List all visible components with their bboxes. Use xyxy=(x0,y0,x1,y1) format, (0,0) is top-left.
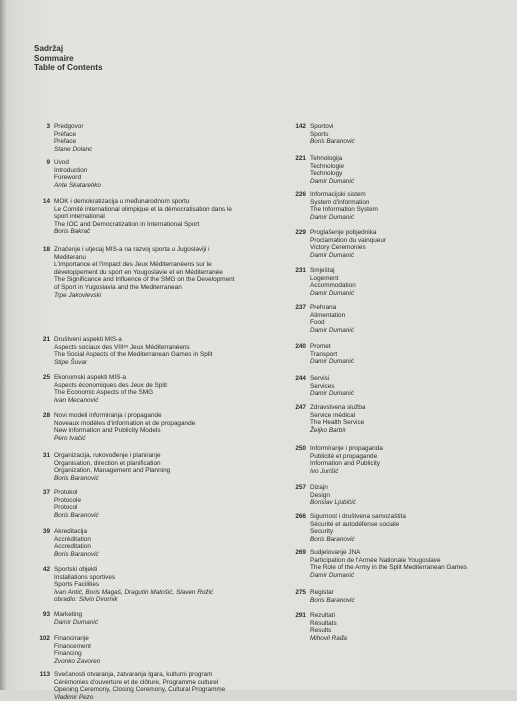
toc-entry-title-line: Logement xyxy=(310,274,339,282)
toc-entry-body xyxy=(310,155,354,185)
toc-entry-body xyxy=(310,229,386,259)
toc-entry xyxy=(28,159,101,189)
toc-entry xyxy=(28,528,99,558)
toc-entry xyxy=(284,229,386,259)
toc-entry-title-line: The Health Service xyxy=(310,419,365,427)
toc-page-number: 269 xyxy=(295,549,306,556)
toc-entry-title-line: Financement xyxy=(54,642,91,650)
toc-entry-author: Boris Baranović xyxy=(54,550,99,558)
toc-entry xyxy=(284,549,467,579)
toc-entry-body xyxy=(310,267,356,297)
toc-page-number: 31 xyxy=(42,452,50,459)
toc-entry-title-line: MOK i demokratizacija u međunarodnom sportu xyxy=(54,198,190,205)
toc-entry-title-line: The Significance and Influence of the SMG on the Development xyxy=(54,276,235,284)
toc-entry-body xyxy=(54,336,212,366)
toc-entry-author: Damir Dumanić xyxy=(310,177,355,185)
toc-entry-title-line: The Information System xyxy=(310,206,378,214)
toc-entry-title-line: Security xyxy=(310,528,334,536)
toc-entry-title-line: Smještaj xyxy=(310,267,335,274)
book-spine-shadow xyxy=(0,0,6,690)
toc-entry-title-line: Protokol xyxy=(54,489,78,496)
toc-page-number: 42 xyxy=(42,566,50,573)
toc-entry-body xyxy=(310,404,365,434)
toc-entry xyxy=(28,611,98,626)
toc-entry-body xyxy=(54,489,99,519)
toc-entry-author: Damir Dumanić xyxy=(310,358,355,366)
toc-entry-title-line: Services xyxy=(310,382,335,390)
toc-entry-title-line: Sportovi xyxy=(310,123,334,130)
toc-page-number: 37 xyxy=(42,489,50,496)
toc-page-number: 102 xyxy=(39,635,50,642)
toc-entry-body xyxy=(54,452,170,482)
toc-entry-title-line: Technology xyxy=(310,170,343,178)
toc-entry-author: Stane Dolanc xyxy=(54,145,93,153)
toc-entry-author: Damir Dumanić xyxy=(310,571,355,579)
toc-entry xyxy=(28,123,92,153)
toc-page-number: 231 xyxy=(295,267,306,274)
toc-entry xyxy=(284,612,347,642)
toc-entry-body xyxy=(54,671,225,701)
toc-page-number: 28 xyxy=(42,412,50,419)
toc-entry xyxy=(284,267,356,297)
toc-entry-title-line: Mediteranu xyxy=(54,253,86,261)
toc-entry-title-line: Aspects sociaux des VIIIᵉˢ Jeux Méditerranéens xyxy=(54,343,190,351)
toc-entry-body xyxy=(54,123,92,153)
toc-entry-title-line: The Role of the Army in the Split Mediterranean Games xyxy=(310,564,468,572)
toc-entry-body xyxy=(310,191,378,221)
toc-entry-title-line: Service médical xyxy=(310,411,356,419)
toc-entry xyxy=(284,589,355,604)
toc-entry-title-line: Organization, Management and Planning xyxy=(54,467,171,475)
toc-entry-title-line: Financiranje xyxy=(54,635,89,642)
toc-entry-title-line: Accreditation xyxy=(54,543,91,551)
toc-entry-author: Zvonko Zavoreo xyxy=(54,657,101,665)
toc-entry-title-line: Tehnologija xyxy=(310,155,343,162)
toc-entry-title-line: Financing xyxy=(54,650,82,658)
toc-entry-title-line: Novi modeli informiranja i propagande xyxy=(54,412,162,419)
toc-entry-body xyxy=(310,343,354,366)
toc-entry-title-line: Introduction xyxy=(54,166,88,174)
toc-entry-author: obradio: Silvio Dvornik xyxy=(54,596,118,604)
toc-entry-title-line: Registar xyxy=(310,589,334,596)
toc-page-number: 250 xyxy=(295,445,306,452)
toc-page-number: 275 xyxy=(295,589,306,596)
toc-entry-title-line: of Sport in Yugoslavia and the Mediterranean xyxy=(54,283,182,291)
toc-entry xyxy=(28,374,167,404)
toc-entry xyxy=(284,484,356,507)
toc-page-number: 247 xyxy=(295,404,306,411)
toc-entry-title-line: Dizajn xyxy=(310,484,328,491)
toc-entry-body xyxy=(54,159,101,189)
toc-page-number: 237 xyxy=(295,304,306,311)
toc-entry xyxy=(28,246,234,299)
toc-entry-body xyxy=(310,123,355,146)
title-croatian: Sadržaj xyxy=(34,44,64,53)
toc-entry-body xyxy=(54,528,99,558)
toc-entry-author: Damir Dumanić xyxy=(310,289,355,297)
toc-entry-title-line: Informacijski sistem xyxy=(310,191,366,198)
toc-entry-title-line: Protocole xyxy=(54,496,81,504)
toc-entry-title-line: sport international xyxy=(54,213,105,221)
toc-page-number: 229 xyxy=(295,229,306,236)
toc-page-number: 221 xyxy=(295,155,306,162)
toc-entry xyxy=(284,123,355,146)
toc-entry-author: Ivan Mecanović xyxy=(54,396,99,404)
toc-entry-body xyxy=(54,246,234,299)
toc-entry-title-line: Sports Facilities xyxy=(54,581,100,589)
toc-entry-author: Boris Baranović xyxy=(54,474,99,482)
toc-entry-title-line: Značenje i utjecaj MIS-a na razvoj sporta u Jugoslaviji i xyxy=(54,246,210,253)
toc-entry-title-line: Proglašenje pobjednika xyxy=(310,229,377,236)
toc-entry-title-line: Predgovor xyxy=(54,123,84,130)
toc-entry-body xyxy=(54,566,213,604)
toc-entry-author: Vladimir Pezo xyxy=(54,693,94,701)
toc-entry-title-line: Marketing xyxy=(54,611,83,618)
toc-entry-title-line: Design xyxy=(310,491,330,499)
toc-entry-author: Damir Dumanić xyxy=(310,326,355,334)
toc-entry-author: Ante Skataretiko xyxy=(54,181,101,189)
toc-entry-title-line: Sudjelovanje JNA xyxy=(310,549,361,556)
toc-entry-title-line: L'importance et l'impact des Jeux Méditerranéens sur le xyxy=(54,261,212,269)
toc-entry-title-line: Results xyxy=(310,627,332,635)
toc-entry-title-line: Organisation, direction et planification xyxy=(54,459,161,467)
toc-entry-title-line: Servisi xyxy=(310,375,330,382)
toc-entry xyxy=(28,566,213,604)
toc-entry xyxy=(28,671,225,701)
toc-page-number: 240 xyxy=(295,343,306,350)
toc-entry-title-line: Prehrana xyxy=(310,304,337,311)
toc-page-number: 266 xyxy=(295,513,306,520)
toc-entry-title-line: Proclamation du vainqueur xyxy=(310,236,387,244)
toc-entry-body xyxy=(310,375,354,398)
toc-entry-title-line: Technologie xyxy=(310,162,345,170)
toc-entry-author: Boris Baranović xyxy=(310,596,355,604)
toc-entry-title-line: Publicité et propagande xyxy=(310,452,378,460)
toc-page-number: 113 xyxy=(39,671,50,678)
toc-entry-title-line: Uvod xyxy=(54,159,69,166)
toc-entry xyxy=(284,404,365,434)
toc-entry-author: Ivo Jurišić xyxy=(310,467,339,475)
toc-page-number: 257 xyxy=(295,484,306,491)
toc-entry-title-line: Sigurnost i društvena samozaštita xyxy=(310,513,406,520)
toc-entry-title-line: Zdravstvena služba xyxy=(310,404,366,411)
toc-entry xyxy=(284,513,406,543)
toc-entry-author: Borislav Ljubičić xyxy=(310,499,356,507)
toc-entry xyxy=(284,375,354,398)
toc-entry-title-line: Accréditation xyxy=(54,535,91,543)
toc-entry xyxy=(284,304,354,334)
toc-entry-title-line: Svečanosti otvaranja, zatvaranja Igara, kulturni program xyxy=(54,671,213,678)
toc-entry-title-line: The IOC and Democratization in International Sport xyxy=(54,220,200,228)
toc-entry-title-line: Accommodation xyxy=(310,282,356,290)
toc-page-number: 226 xyxy=(295,191,306,198)
toc-entry-body xyxy=(310,589,355,604)
toc-entry-title-line: Participation de l'Armée Nationale Yougoslave xyxy=(310,556,441,564)
toc-entry xyxy=(28,452,170,482)
toc-entry-title-line: Protocol xyxy=(54,504,78,512)
toc-entry-title-line: Préface xyxy=(54,130,77,138)
toc-entry-body xyxy=(310,513,406,543)
page-title xyxy=(34,44,103,73)
toc-entry-author: Željko Barbir xyxy=(310,426,346,434)
toc-entry xyxy=(284,191,378,221)
title-english: Table of Contents xyxy=(34,63,103,73)
toc-entry-title-line: Foreword xyxy=(54,174,81,182)
toc-entry-title-line: Noveaux modèles d'information et de propagande xyxy=(54,419,196,427)
toc-entry-title-line: Sécurité et autodéfense sociale xyxy=(310,520,400,528)
toc-entry-title-line: Information and Publicity xyxy=(310,460,380,468)
toc-entry-body xyxy=(310,304,354,334)
toc-entry-title-line: Preface xyxy=(54,138,77,146)
toc-entry-title-line: Victory Ceremonies xyxy=(310,244,366,252)
toc-page-number: 39 xyxy=(42,528,50,535)
toc-entry-title-line: Rezultati xyxy=(310,612,335,619)
toc-entry xyxy=(284,155,354,185)
toc-entry-title-line: Opening Ceremony, Closing Ceremony, Cultural Programme xyxy=(54,686,226,694)
toc-entry-author: Damir Dumanić xyxy=(310,251,355,259)
toc-entry-title-line: Sportski objekti xyxy=(54,566,98,573)
toc-entry-author: Boris Baranović xyxy=(310,535,355,543)
toc-entry-title-line: Aspects économiques des Jeux de Split xyxy=(54,381,167,389)
toc-entry-author: Damir Dumanić xyxy=(310,390,355,398)
toc-entry-title-line: Cérémonies d'ouverture et de clôture, Programme culturel xyxy=(54,678,219,686)
toc-entry-body xyxy=(310,484,356,507)
toc-entry-author: Boris Bakrač xyxy=(54,228,91,236)
toc-entry-title-line: Promet xyxy=(310,343,331,350)
toc-page-number: 21 xyxy=(42,336,50,343)
toc-entry-body xyxy=(310,612,347,642)
toc-page-number: 291 xyxy=(295,612,306,619)
toc-entry-body xyxy=(54,198,232,236)
title-french: Sommaire xyxy=(34,53,74,63)
toc-entry-author: Mihovil Rađa xyxy=(310,634,347,642)
toc-entry-title-line: The Economic Aspects of the SMG xyxy=(54,389,154,397)
toc-page-number: 9 xyxy=(46,159,50,166)
toc-entry-author: Boris Baranović xyxy=(310,138,355,146)
toc-page-number: 244 xyxy=(295,375,306,382)
toc-entry-author: Pero Ivačić xyxy=(54,434,86,442)
toc-entry-author: Boris Baranović xyxy=(54,511,99,519)
toc-entry-author: Stipe Šuvar xyxy=(54,358,88,366)
toc-entry-title-line: Ekonomski aspekti MIS-a xyxy=(54,374,127,381)
toc-entry-title-line: Društveni aspekti MIS-a xyxy=(54,336,122,343)
toc-entry-author: Damir Dumanić xyxy=(310,213,355,221)
toc-entry xyxy=(28,489,99,519)
toc-entry-title-line: Organizacija, rukovođenje i planiranje xyxy=(54,452,161,459)
toc-page-number: 18 xyxy=(42,246,50,253)
toc-entry xyxy=(284,445,383,475)
toc-page-number: 3 xyxy=(46,123,50,130)
toc-entry-title-line: Transport xyxy=(310,350,338,358)
toc-entry-body xyxy=(54,374,167,404)
toc-entry-author: Ivan Antić, Boris Magaš, Dragutin Matošić, Slaven Rožić xyxy=(54,588,214,596)
toc-entry-title-line: Akreditacija xyxy=(54,528,88,535)
toc-entry-title-line: Le Comité international olimpique et la démocratisation dans le xyxy=(54,205,232,213)
toc-entry-body xyxy=(310,549,467,579)
toc-entry xyxy=(284,343,354,366)
toc-entry xyxy=(28,635,100,665)
toc-entry-title-line: Sports xyxy=(310,130,329,138)
toc-entry-title-line: The Social Aspects of the Mediterranean Games in Split xyxy=(54,351,213,359)
toc-entry-body xyxy=(310,445,383,475)
toc-entry xyxy=(28,198,232,236)
toc-page-number: 14 xyxy=(42,198,50,205)
toc-page-number: 93 xyxy=(42,611,50,618)
toc-entry-author: Trpe Jakovlevski xyxy=(54,291,102,299)
toc-entry-body xyxy=(54,412,195,442)
toc-entry-body xyxy=(54,611,98,626)
toc-page-number: 25 xyxy=(42,374,50,381)
toc-entry xyxy=(28,412,195,442)
toc-entry xyxy=(28,336,212,366)
toc-entry-title-line: Alimentation xyxy=(310,311,346,319)
toc-entry-body xyxy=(54,635,100,665)
toc-page-number: 142 xyxy=(295,123,306,130)
toc-entry-title-line: Informiranje i propaganda xyxy=(310,445,383,452)
toc-entry-title-line: développement du sport en Yougoslavie et en Méditerranée xyxy=(54,268,223,276)
toc-entry-title-line: System d'information xyxy=(310,198,370,206)
toc-entry-title-line: Food xyxy=(310,319,325,327)
toc-entry-author: Damir Dumanić xyxy=(54,618,99,626)
toc-entry-title-line: Installations sportives xyxy=(54,573,116,581)
toc-entry-title-line: Résultats xyxy=(310,619,337,627)
toc-entry-title-line: New information and Publicity Models xyxy=(54,427,161,435)
